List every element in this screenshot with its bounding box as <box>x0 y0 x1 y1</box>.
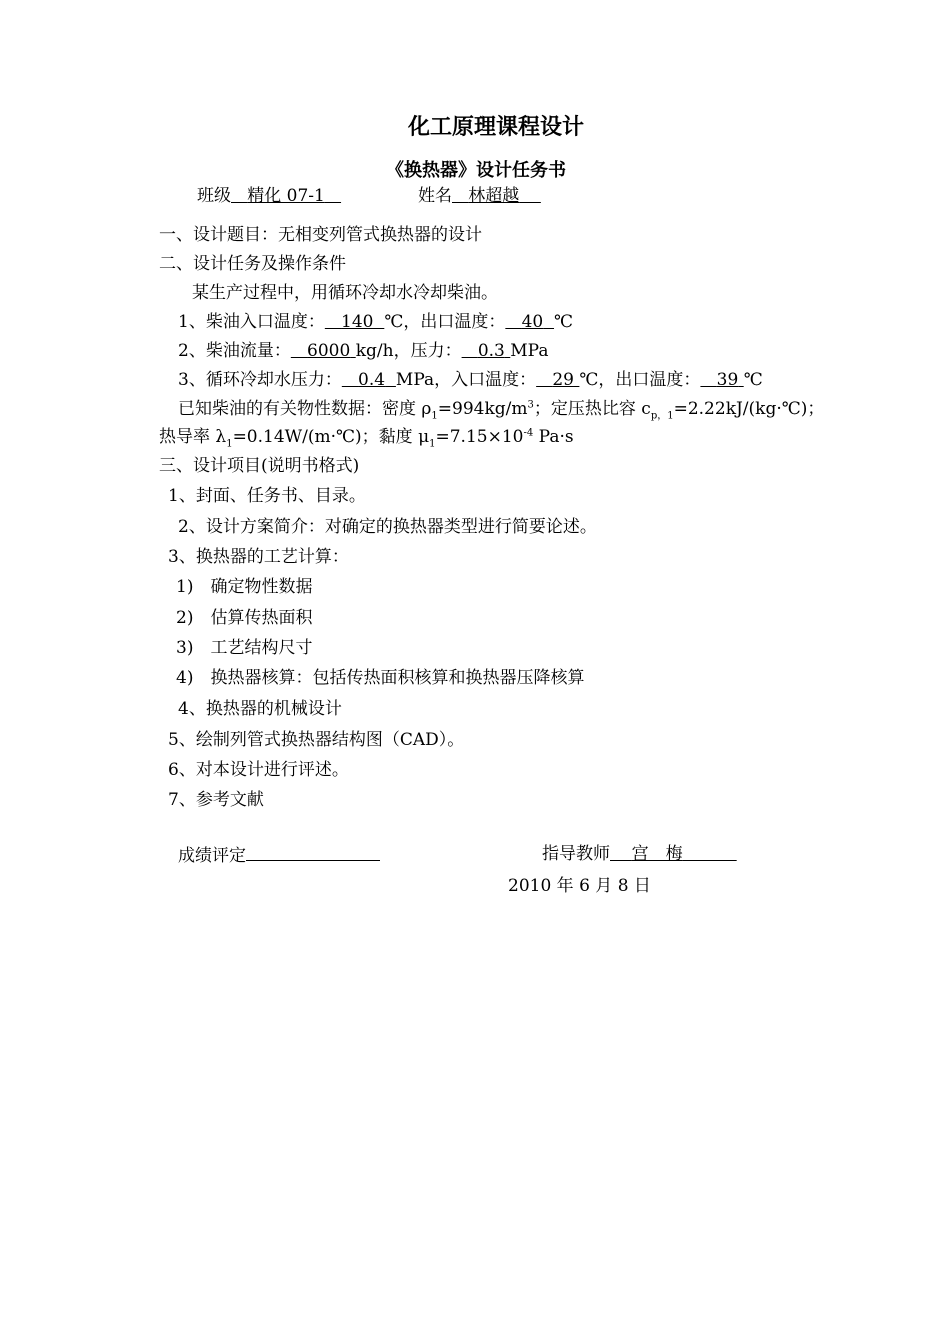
list-item: 3) 工艺结构尺寸 <box>176 638 313 658</box>
list-item: 5、绘制列管式换热器结构图（CAD）。 <box>168 730 465 750</box>
class-label: 班级 <box>197 186 231 206</box>
oil-outlet-temp: 40 <box>521 312 544 332</box>
list-item: 7、参考文献 <box>168 790 264 810</box>
list-item: 1、封面、任务书、目录。 <box>168 486 366 506</box>
list-item: 4) 换热器核算：包括传热面积核算和换热器压降核算 <box>176 668 585 688</box>
oil-flow: 6000 <box>307 341 351 361</box>
name-value: 林超越 <box>468 186 520 206</box>
oil-pressure: 0.3 <box>477 341 505 361</box>
date: 2010 年 6 月 8 日 <box>508 876 651 896</box>
intro-text: 某生产过程中，用循环冷却水冷却柴油。 <box>192 283 498 303</box>
oil-inlet-temp: 140 <box>341 312 374 332</box>
water-inlet-temp: 29 <box>552 370 574 390</box>
list-item: 1) 确定物性数据 <box>176 577 313 597</box>
doc-title: 化工原理课程设计 <box>408 115 585 140</box>
grade-field <box>178 843 380 867</box>
water-pressure: 0.4 <box>358 370 386 390</box>
section-2: 二、设计任务及操作条件 <box>159 254 346 274</box>
teacher-name: 宫 梅 <box>631 844 683 864</box>
section-3: 三、设计项目(说明书格式) <box>159 456 360 476</box>
grade-label: 成绩评定 <box>178 846 246 866</box>
list-item: 6、对本设计进行评述。 <box>168 760 349 780</box>
water-outlet-temp: 39 <box>716 370 739 390</box>
list-item: 2) 估算传热面积 <box>176 608 313 628</box>
section-1: 一、设计题目：无相变列管式换热器的设计 <box>159 225 482 245</box>
properties-line-1: 已知柴油的有关物性数据：密度 $\rho_1=994kg/m^3$；定压热比容 $c_{p,1}=2.22kJ/(kg\cdot℃)$； <box>178 399 825 422</box>
name-field <box>418 185 541 207</box>
condition-1: 1、柴油入口温度： 140 ℃，出口温度： 40 ℃ <box>178 312 574 332</box>
teacher-label: 指导教师 <box>542 844 610 864</box>
name-label: 姓名 <box>418 186 452 206</box>
condition-3: 3、循环冷却水压力： 0.4 MPa，入口温度： 29 ℃，出口温度： 39 ℃ <box>178 370 763 390</box>
list-item: 3、换热器的工艺计算： <box>168 547 349 567</box>
class-value: 精化 07-1 <box>247 186 325 206</box>
class-field <box>197 185 341 207</box>
teacher-field <box>542 843 737 865</box>
properties-line-2: 热导率 $\lambda_1=0.14W/(m\cdot℃)$；黏度 $\mu_1=7.15\times 10^{-4}$ Pa·s <box>159 427 574 450</box>
list-item: 2、设计方案简介：对确定的换热器类型进行简要论述。 <box>178 517 597 537</box>
condition-2: 2、柴油流量： 6000 kg/h，压力： 0.3 MPa <box>178 341 549 361</box>
grade-blank <box>246 843 380 861</box>
doc-subtitle: 《换热器》设计任务书 <box>386 160 566 181</box>
list-item: 4、换热器的机械设计 <box>178 699 342 719</box>
